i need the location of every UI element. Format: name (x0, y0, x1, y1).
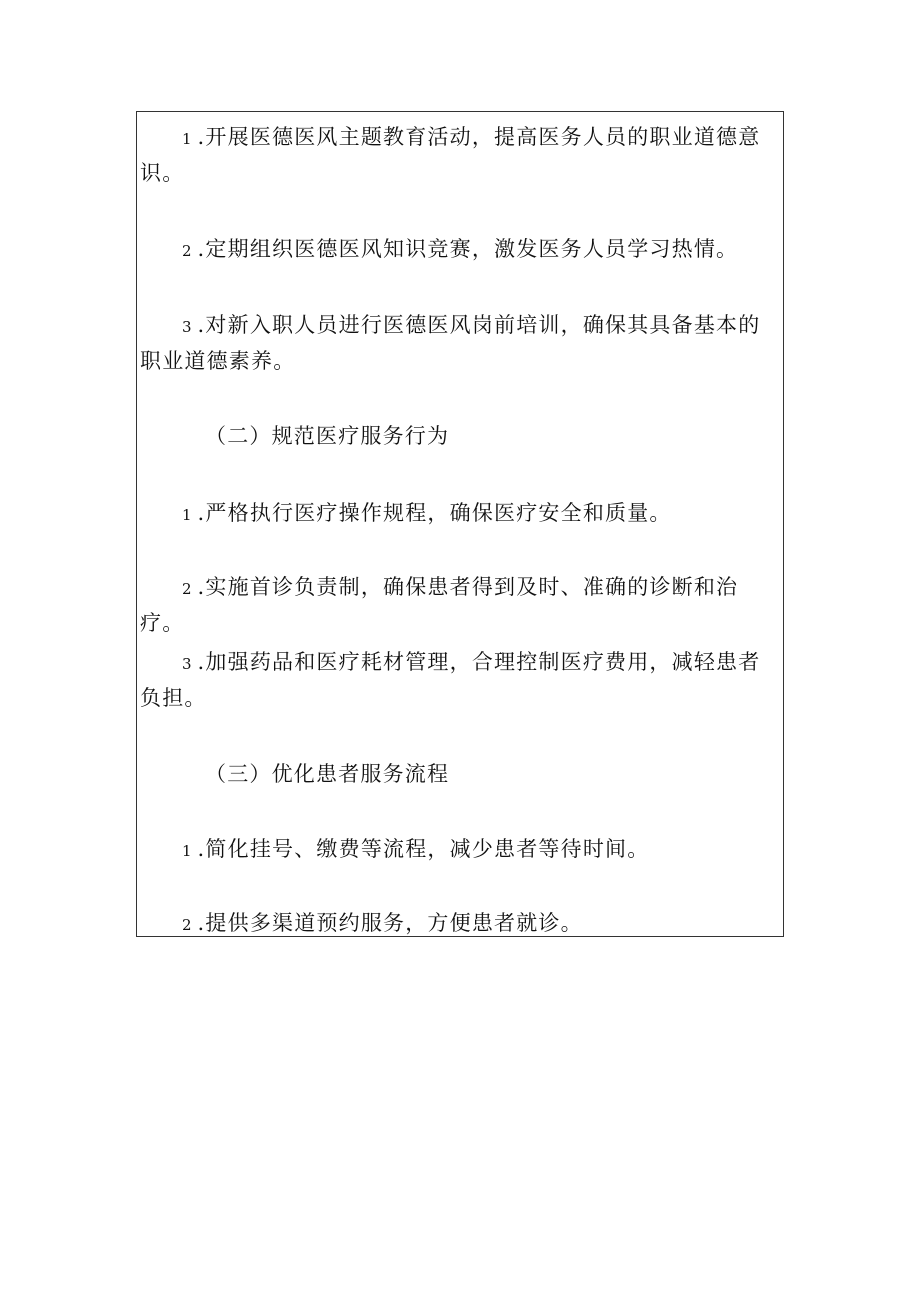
item-number: 1 (182, 842, 192, 860)
item-text: .开展医德医风主题教育活动，提高医务人员的职业道德意识。 (140, 125, 761, 185)
list-item (140, 645, 782, 715)
list-item (140, 570, 782, 640)
item-number: 2 (182, 242, 192, 260)
section-heading: （二）规范医疗服务行为 (205, 424, 450, 448)
item-number: 1 (182, 130, 192, 148)
list-item (140, 308, 782, 378)
item-text: .定期组织医德医风知识竞赛，激发医务人员学习热情。 (197, 237, 739, 261)
item-text: .实施首诊负责制，确保患者得到及时、准确的诊断和治疗。 (140, 575, 739, 635)
item-text: .简化挂号、缴费等流程，减少患者等待时间。 (197, 837, 650, 861)
item-text: .提供多渠道预约服务，方便患者就诊。 (197, 911, 583, 935)
item-number: 3 (182, 655, 192, 673)
list-item (140, 906, 782, 942)
item-text: .严格执行医疗操作规程，确保医疗安全和质量。 (197, 501, 672, 525)
item-number: 1 (182, 506, 192, 524)
list-item (140, 232, 782, 268)
item-text: .对新入职人员进行医德医风岗前培训，确保其具备基本的职业道德素养。 (140, 313, 761, 373)
section-heading: （三）优化患者服务流程 (205, 762, 450, 786)
item-number: 2 (182, 916, 192, 934)
list-item (140, 120, 782, 190)
item-number: 3 (182, 318, 192, 336)
document-frame (136, 111, 784, 937)
list-item (140, 832, 782, 868)
item-number: 2 (182, 580, 192, 598)
list-item (140, 496, 782, 532)
item-text: .加强药品和医疗耗材管理，合理控制医疗费用，减轻患者负担。 (140, 650, 761, 710)
